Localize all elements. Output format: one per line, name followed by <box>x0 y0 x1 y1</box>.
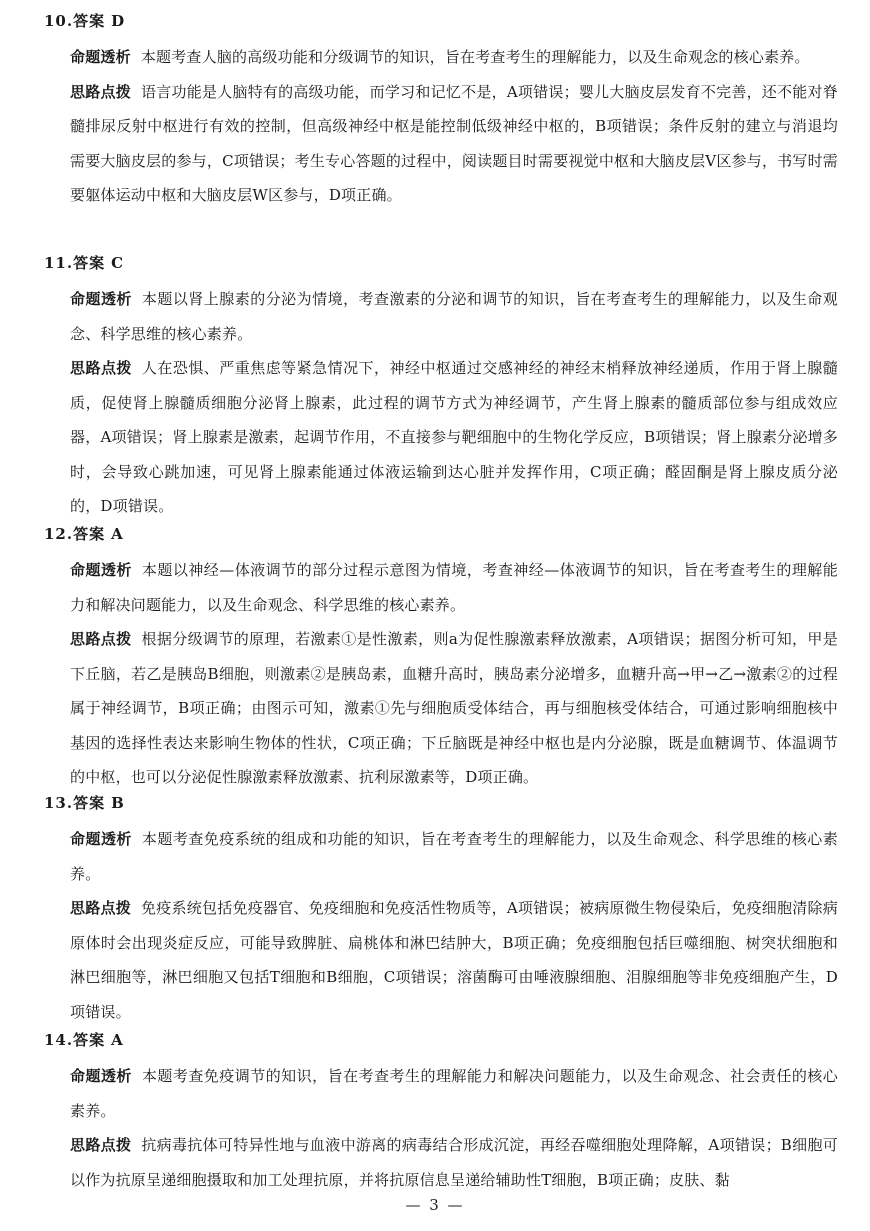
answer-letter: D <box>111 12 126 30</box>
mingti-paragraph <box>70 40 838 75</box>
silu-label: 思路点拨 <box>70 359 132 377</box>
question-number: 11. <box>44 254 74 272</box>
silu-label: 思路点拨 <box>70 899 131 917</box>
answer-label: 答案 <box>73 525 106 543</box>
question-heading <box>44 1028 838 1052</box>
mingti-paragraph <box>70 282 838 351</box>
question-12 <box>0 522 838 795</box>
silu-text: 根据分级调节的原理，若激素①是性激素，则a为促性腺激素释放激素，A项错误；据图分析可知，甲是下丘脑，若乙是胰岛B细胞，则激素②是胰岛素，血糖升高时，胰岛素分泌增多，血糖升高→甲→乙→激素②的过程属于神经调节，B项正确；由图示可知，激素①先与细胞质受体结合，再与细胞核受体结合，可通过影响细胞核中基因的选择性表达来影响生物体的性状，C项正确；下丘脑既是神经中枢也是内分泌腺，既是血糖调节、体温调节的中枢，也可以分泌促性腺激素释放激素、抗利尿激素等，D项正确。 <box>70 630 838 786</box>
mingti-text: 本题考查人脑的高级功能和分级调节的知识，旨在考查考生的理解能力，以及生命观念的核心素养。 <box>140 48 810 66</box>
answer-label: 答案 <box>73 794 106 812</box>
question-14 <box>0 1028 838 1197</box>
mingti-paragraph <box>70 1059 838 1128</box>
question-number: 14. <box>44 1031 74 1049</box>
question-number: 13. <box>44 794 74 812</box>
mingti-label: 命题透析 <box>70 48 131 66</box>
answer-label: 答案 <box>73 254 106 272</box>
page-number: — 3 — <box>405 1196 465 1214</box>
mingti-text: 本题以肾上腺素的分泌为情境，考查激素的分泌和调节的知识，旨在考查考生的理解能力，以及生命观念、科学思维的核心素养。 <box>70 290 838 343</box>
silu-paragraph <box>70 1128 838 1197</box>
silu-paragraph <box>70 622 838 795</box>
question-number: 12. <box>44 525 74 543</box>
mingti-paragraph <box>70 553 838 622</box>
silu-paragraph <box>70 75 838 213</box>
mingti-text: 本题考查免疫系统的组成和功能的知识，旨在考查考生的理解能力，以及生命观念、科学思维的核心素养。 <box>70 830 838 883</box>
mingti-label: 命题透析 <box>70 290 132 308</box>
silu-paragraph <box>70 891 838 1029</box>
question-heading <box>44 791 838 815</box>
silu-text: 语言功能是人脑特有的高级功能，而学习和记忆不是，A项错误；婴儿大脑皮层发育不完善，还不能对脊髓排尿反射中枢进行有效的控制，但高级神经中枢是能控制低级神经中枢的，B项错误；条件反射的建立与消退均需要大脑皮层的参与，C项错误；考生专心答题的过程中，阅读题目时需要视觉中枢和大脑皮层Ⅴ区参与，书写时需要躯体运动中枢和大脑皮层W区参与，D项正确。 <box>70 82 838 204</box>
answer-letter: A <box>111 1031 124 1049</box>
answer-label: 答案 <box>73 1031 106 1049</box>
mingti-label: 命题透析 <box>70 1067 132 1085</box>
mingti-paragraph <box>70 822 838 891</box>
answer-letter: A <box>111 525 124 543</box>
silu-label: 思路点拨 <box>70 1136 132 1154</box>
answer-label: 答案 <box>73 12 106 30</box>
question-13 <box>0 791 838 1029</box>
mingti-label: 命题透析 <box>70 830 132 848</box>
silu-paragraph <box>70 351 838 524</box>
silu-text: 抗病毒抗体可特异性地与血液中游离的病毒结合形成沉淀，再经吞噬细胞处理降解，A项错误；B细胞可以作为抗原呈递细胞摄取和加工处理抗原，并将抗原信息呈递给辅助性T细胞，B项正确；皮肤、黏 <box>70 1136 838 1189</box>
mingti-label: 命题透析 <box>70 561 132 579</box>
silu-text: 人在恐惧、严重焦虑等紧急情况下，神经中枢通过交感神经的神经末梢释放神经递质，作用于肾上腺髓质，促使肾上腺髓质细胞分泌肾上腺素，此过程的调节方式为神经调节，产生肾上腺素的髓质部位参与组成效应器，A项错误；肾上腺素是激素，起调节作用，不直接参与靶细胞中的生物化学反应，B项错误；肾上腺素分泌增多时，会导致心跳加速，可见肾上腺素能通过体液运输到达心脏并发挥作用，C项正确；醛固酮是肾上腺皮质分泌的，D项错误。 <box>70 359 838 515</box>
mingti-text: 本题以神经—体液调节的部分过程示意图为情境，考查神经—体液调节的知识，旨在考查考生的理解能力和解决问题能力，以及生命观念、科学思维的核心素养。 <box>70 561 838 614</box>
question-11 <box>0 251 838 524</box>
question-heading <box>44 522 838 546</box>
answer-letter: B <box>111 794 125 812</box>
question-number: 10. <box>44 12 74 30</box>
question-10 <box>0 9 838 213</box>
question-heading <box>44 9 838 33</box>
silu-label: 思路点拨 <box>70 82 131 101</box>
answer-letter: C <box>111 254 125 272</box>
silu-label: 思路点拨 <box>70 630 132 648</box>
mingti-text: 本题考查免疫调节的知识，旨在考查考生的理解能力和解决问题能力，以及生命观念、社会责任的核心素养。 <box>70 1067 838 1120</box>
question-heading <box>44 251 838 275</box>
silu-text: 免疫系统包括免疫器官、免疫细胞和免疫活性物质等，A项错误；被病原微生物侵染后，免疫细胞清除病原体时会出现炎症反应，可能导致脾脏、扁桃体和淋巴结肿大，B项正确；免疫细胞包括巨噬细胞、树突状细胞和淋巴细胞等，淋巴细胞又包括T细胞和B细胞，C项错误；溶菌酶可由唾液腺细胞、泪腺细胞等非免疫细胞产生，D项错误。 <box>70 899 838 1021</box>
